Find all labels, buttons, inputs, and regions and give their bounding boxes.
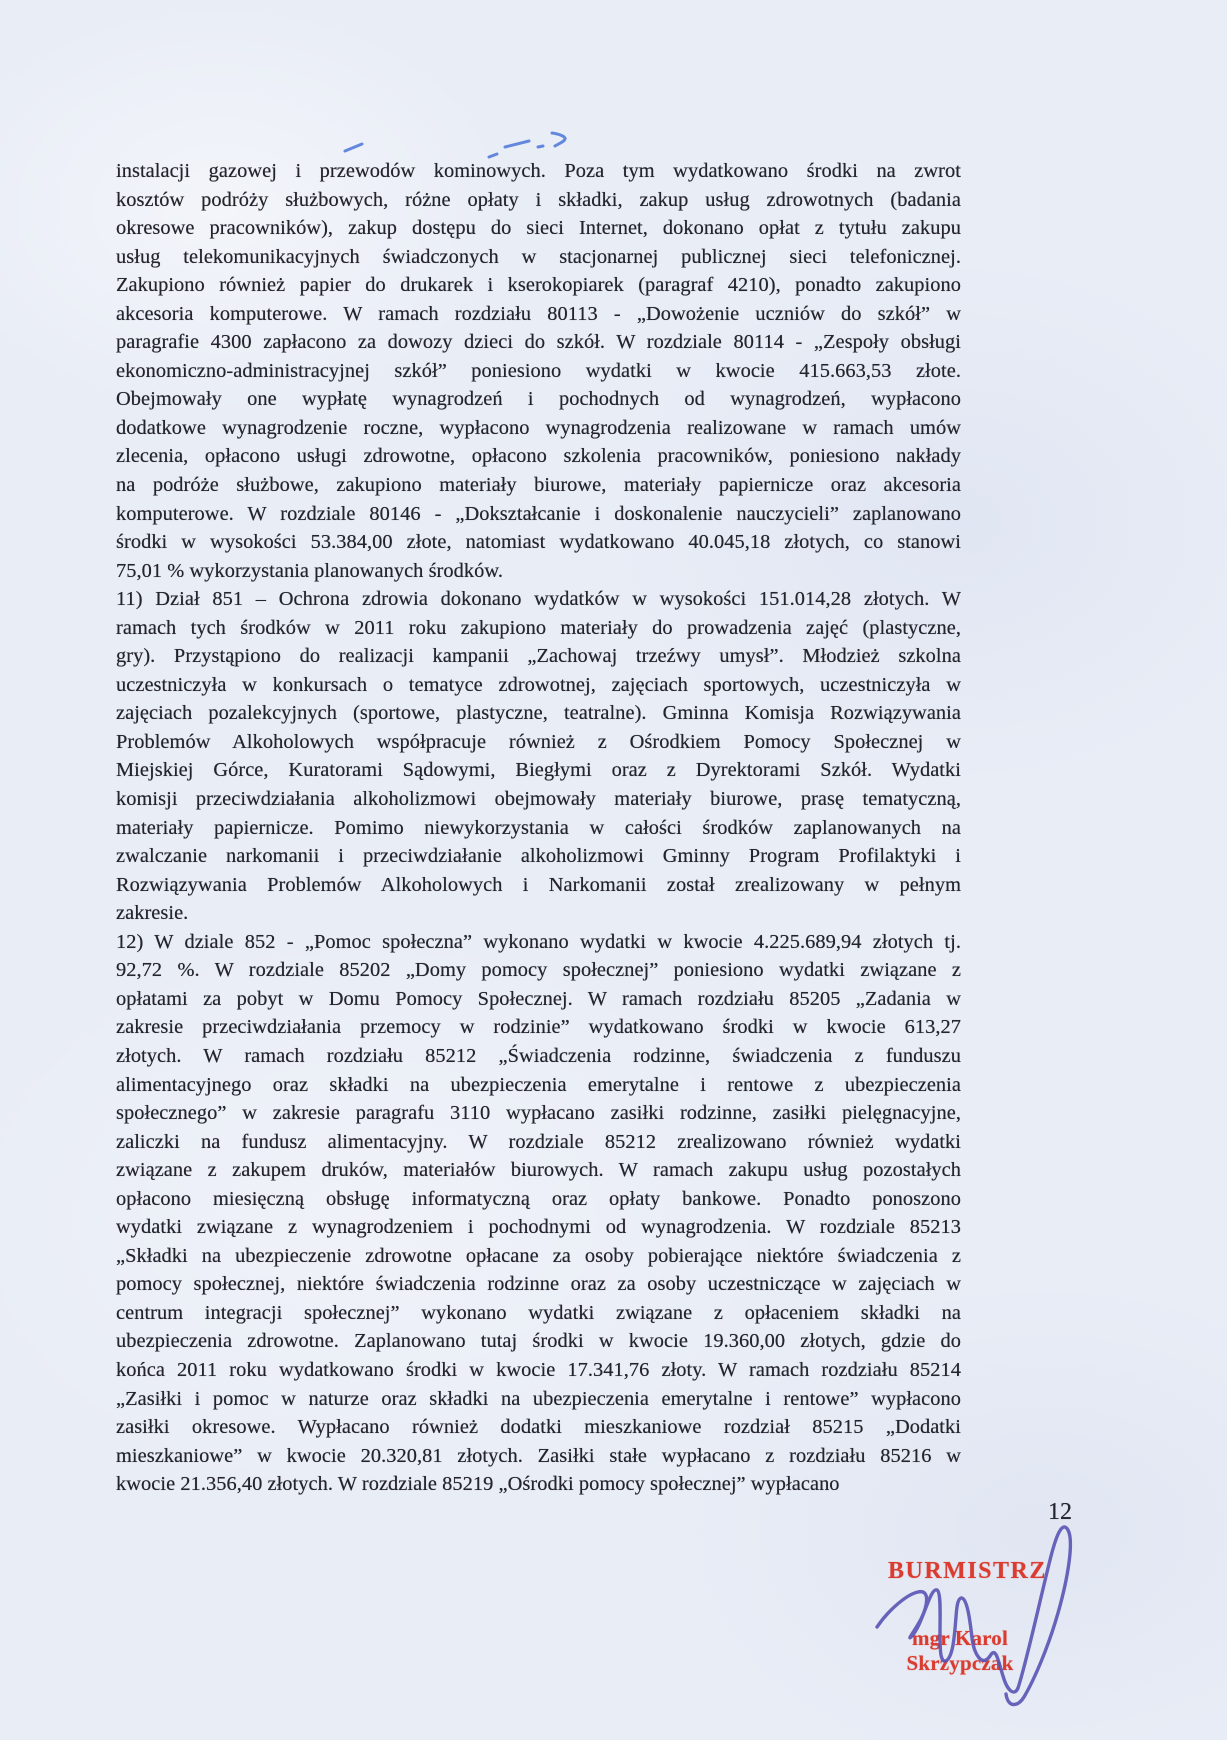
mayor-stamp-signer: mgr Karol Skrzypczak <box>906 1626 1014 1675</box>
text-line-18: gry). Przystąpiono do realizacji kampanii „Zachowaj trzeźwy umysł”. Młodzież szkolna <box>116 645 961 668</box>
text-line-9: Obejmowały one wypłatę wynagrodzeń i pochodnych od wynagrodzeń, wypłacono <box>116 388 961 411</box>
text-line-14: środki w wysokości 53.384,00 złote, natomiast wydatkowano 40.045,18 złotych, co stanowi <box>116 531 961 554</box>
text-line-5: Zakupiono również papier do drukarek i kserokopiarek (paragraf 4210), ponadto zakupiono <box>116 274 961 297</box>
text-line-24: materiały papiernicze. Pomimo niewykorzystania w całości środków zaplanowanych na <box>116 816 961 839</box>
text-line-3: okresowe pracowników), zakup dostępu do sieci Internet, dokonano opłat z tytułu zakupu <box>116 217 961 240</box>
text-line-33: alimentacyjnego oraz składki na ubezpieczenia emerytalne i rentowe z ubezpieczenia <box>116 1073 961 1096</box>
text-line-10: dodatkowe wynagrodzenie roczne, wypłacono wynagrodzenia realizowane w ramach umów <box>116 416 961 439</box>
text-line-43: końca 2011 roku wydatkowano środki w kwocie 17.341,76 złoty. W ramach rozdziału 85214 <box>116 1358 961 1381</box>
text-line-37: opłacono miesięczną obsługę informatyczną oraz opłaty bankowe. Ponadto ponoszono <box>116 1187 961 1210</box>
text-line-31: zakresie przeciwdziałania przemocy w rodzinie” wydatkowano środki w kwocie 613,27 <box>116 1016 961 1039</box>
text-line-22: Miejskiej Górce, Kuratorami Sądowymi, Biegłymi oraz z Dyrektorami Szkół. Wydatki <box>116 759 961 782</box>
text-line-30: opłatami za pobyt w Domu Pomocy Społecznej. W ramach rozdziału 85205 „Zadania w <box>116 987 961 1010</box>
text-line-2: kosztów podróży służbowych, różne opłaty i składki, zakup usług zdrowotnych (badania <box>116 188 961 211</box>
text-line-40: pomocy społecznej, niektóre świadczenia rodzinne oraz za osoby uczestniczące w zajęciach w <box>116 1273 961 1296</box>
text-line-12: na podróże służbowe, zakupiono materiały biurowe, materiały papiernicze oraz akcesoria <box>116 474 961 497</box>
text-line-42: ubezpieczenia zdrowotne. Zaplanowano tutaj środki w kwocie 19.360,00 złotych, gdzie do <box>116 1330 961 1353</box>
text-line-20: zajęciach pozalekcyjnych (sportowe, plastyczne, teatralne). Gminna Komisja Rozwiązywania <box>116 702 961 725</box>
text-line-47: kwocie 21.356,40 złotych. W rozdziale 85219 „Ośrodki pomocy społecznej” wypłacano <box>116 1473 840 1496</box>
text-line-15: 75,01 % wykorzystania planowanych środków. <box>116 559 503 582</box>
text-line-44: „Zasiłki i pomoc w naturze oraz składki na ubezpieczenia emerytalne i rentowe” wypłacono <box>116 1387 961 1410</box>
text-line-7: paragrafie 4300 zapłacono za dowozy dzieci do szkół. W rozdziale 80114 - „Zespoły obsługi <box>116 331 961 354</box>
text-line-35: zaliczki na fundusz alimentacyjny. W rozdziale 85212 zrealizowano również wydatki <box>116 1130 961 1153</box>
page-number: 12 <box>1048 1499 1072 1525</box>
text-line-25: zwalczanie narkomanii i przeciwdziałanie alkoholizmowi Gminny Program Profilaktyki i <box>116 845 961 868</box>
text-line-34: społecznego” w zakresie paragrafu 3110 wypłacano zasiłki rodzinne, zasiłki pielęgnacyjne, <box>116 1102 961 1125</box>
text-line-27: zakresie. <box>116 902 189 925</box>
text-line-11: zlecenia, opłacono usługi zdrowotne, opłacono szkolenia pracowników, poniesiono nakłady <box>116 445 961 468</box>
text-line-46: mieszkaniowe” w kwocie 20.320,81 złotych. Zasiłki stałe wypłacano z rozdziału 85216 w <box>116 1444 961 1467</box>
text-line-41: centrum integracji społecznej” wykonano wydatki związane z opłaceniem składki na <box>116 1301 961 1324</box>
text-line-38: wydatki związane z wynagrodzeniem i pochodnymi od wynagrodzenia. W rozdziale 85213 <box>116 1216 961 1239</box>
text-line-1: instalacji gazowej i przewodów kominowych. Poza tym wydatkowano środki na zwrot <box>116 160 961 182</box>
text-line-4: usług telekomunikacyjnych świadczonych w stacjonarnej publicznej sieci telefonicznej. <box>116 245 961 268</box>
document-text <box>116 157 961 1499</box>
text-line-32: złotych. W ramach rozdziału 85212 „Świadczenia rodzinne, świadczenia z funduszu <box>116 1044 961 1067</box>
text-line-26: Rozwiązywania Problemów Alkoholowych i Narkomanii został zrealizowany w pełnym <box>116 873 961 896</box>
text-line-45: zasiłki okresowe. Wypłacano również dodatki mieszkaniowe rozdział 85215 „Dodatki <box>116 1416 961 1439</box>
text-line-13: komputerowe. W rozdziale 80146 - „Dokształcanie i doskonalenie nauczycieli” zaplanowano <box>116 502 961 525</box>
text-line-29: 92,72 %. W rozdziale 85202 „Domy pomocy społecznej” poniesiono wydatki związane z <box>116 959 961 982</box>
text-line-23: komisji przeciwdziałania alkoholizmowi obejmowały materiały biurowe, prasę tematyczną, <box>116 788 961 811</box>
text-line-6: akcesoria komputerowe. W ramach rozdziału 80113 - „Dowożenie uczniów do szkół” w <box>116 302 961 325</box>
text-line-36: związane z zakupem druków, materiałów biurowych. W ramach zakupu usług pozostałych <box>116 1159 961 1182</box>
text-line-19: uczestniczyła w konkursach o tematyce zdrowotnej, zajęciach sportowych, uczestniczyła w <box>116 673 961 696</box>
text-line-39: „Składki na ubezpieczenie zdrowotne opłacane za osoby pobierające niektóre świadczenia z <box>116 1244 961 1267</box>
text-line-28: 12) W dziale 852 - „Pomoc społeczna” wykonano wydatki w kwocie 4.225.689,94 złotych tj. <box>116 930 961 953</box>
text-line-17: ramach tych środków w 2011 roku zakupiono materiały do prowadzenia zajęć (plastyczne, <box>116 616 961 639</box>
text-line-21: Problemów Alkoholowych współpracuje również z Ośrodkiem Pomocy Społecznej w <box>116 730 961 753</box>
text-line-8: ekonomiczno-administracyjnej szkół” poniesiono wydatki w kwocie 415.663,53 złote. <box>116 359 961 382</box>
text-line-16: 11) Dział 851 – Ochrona zdrowia dokonano wydatków w wysokości 151.014,28 złotych. W <box>116 588 961 611</box>
mayor-stamp-title: BURMISTRZ <box>888 1558 1047 1584</box>
